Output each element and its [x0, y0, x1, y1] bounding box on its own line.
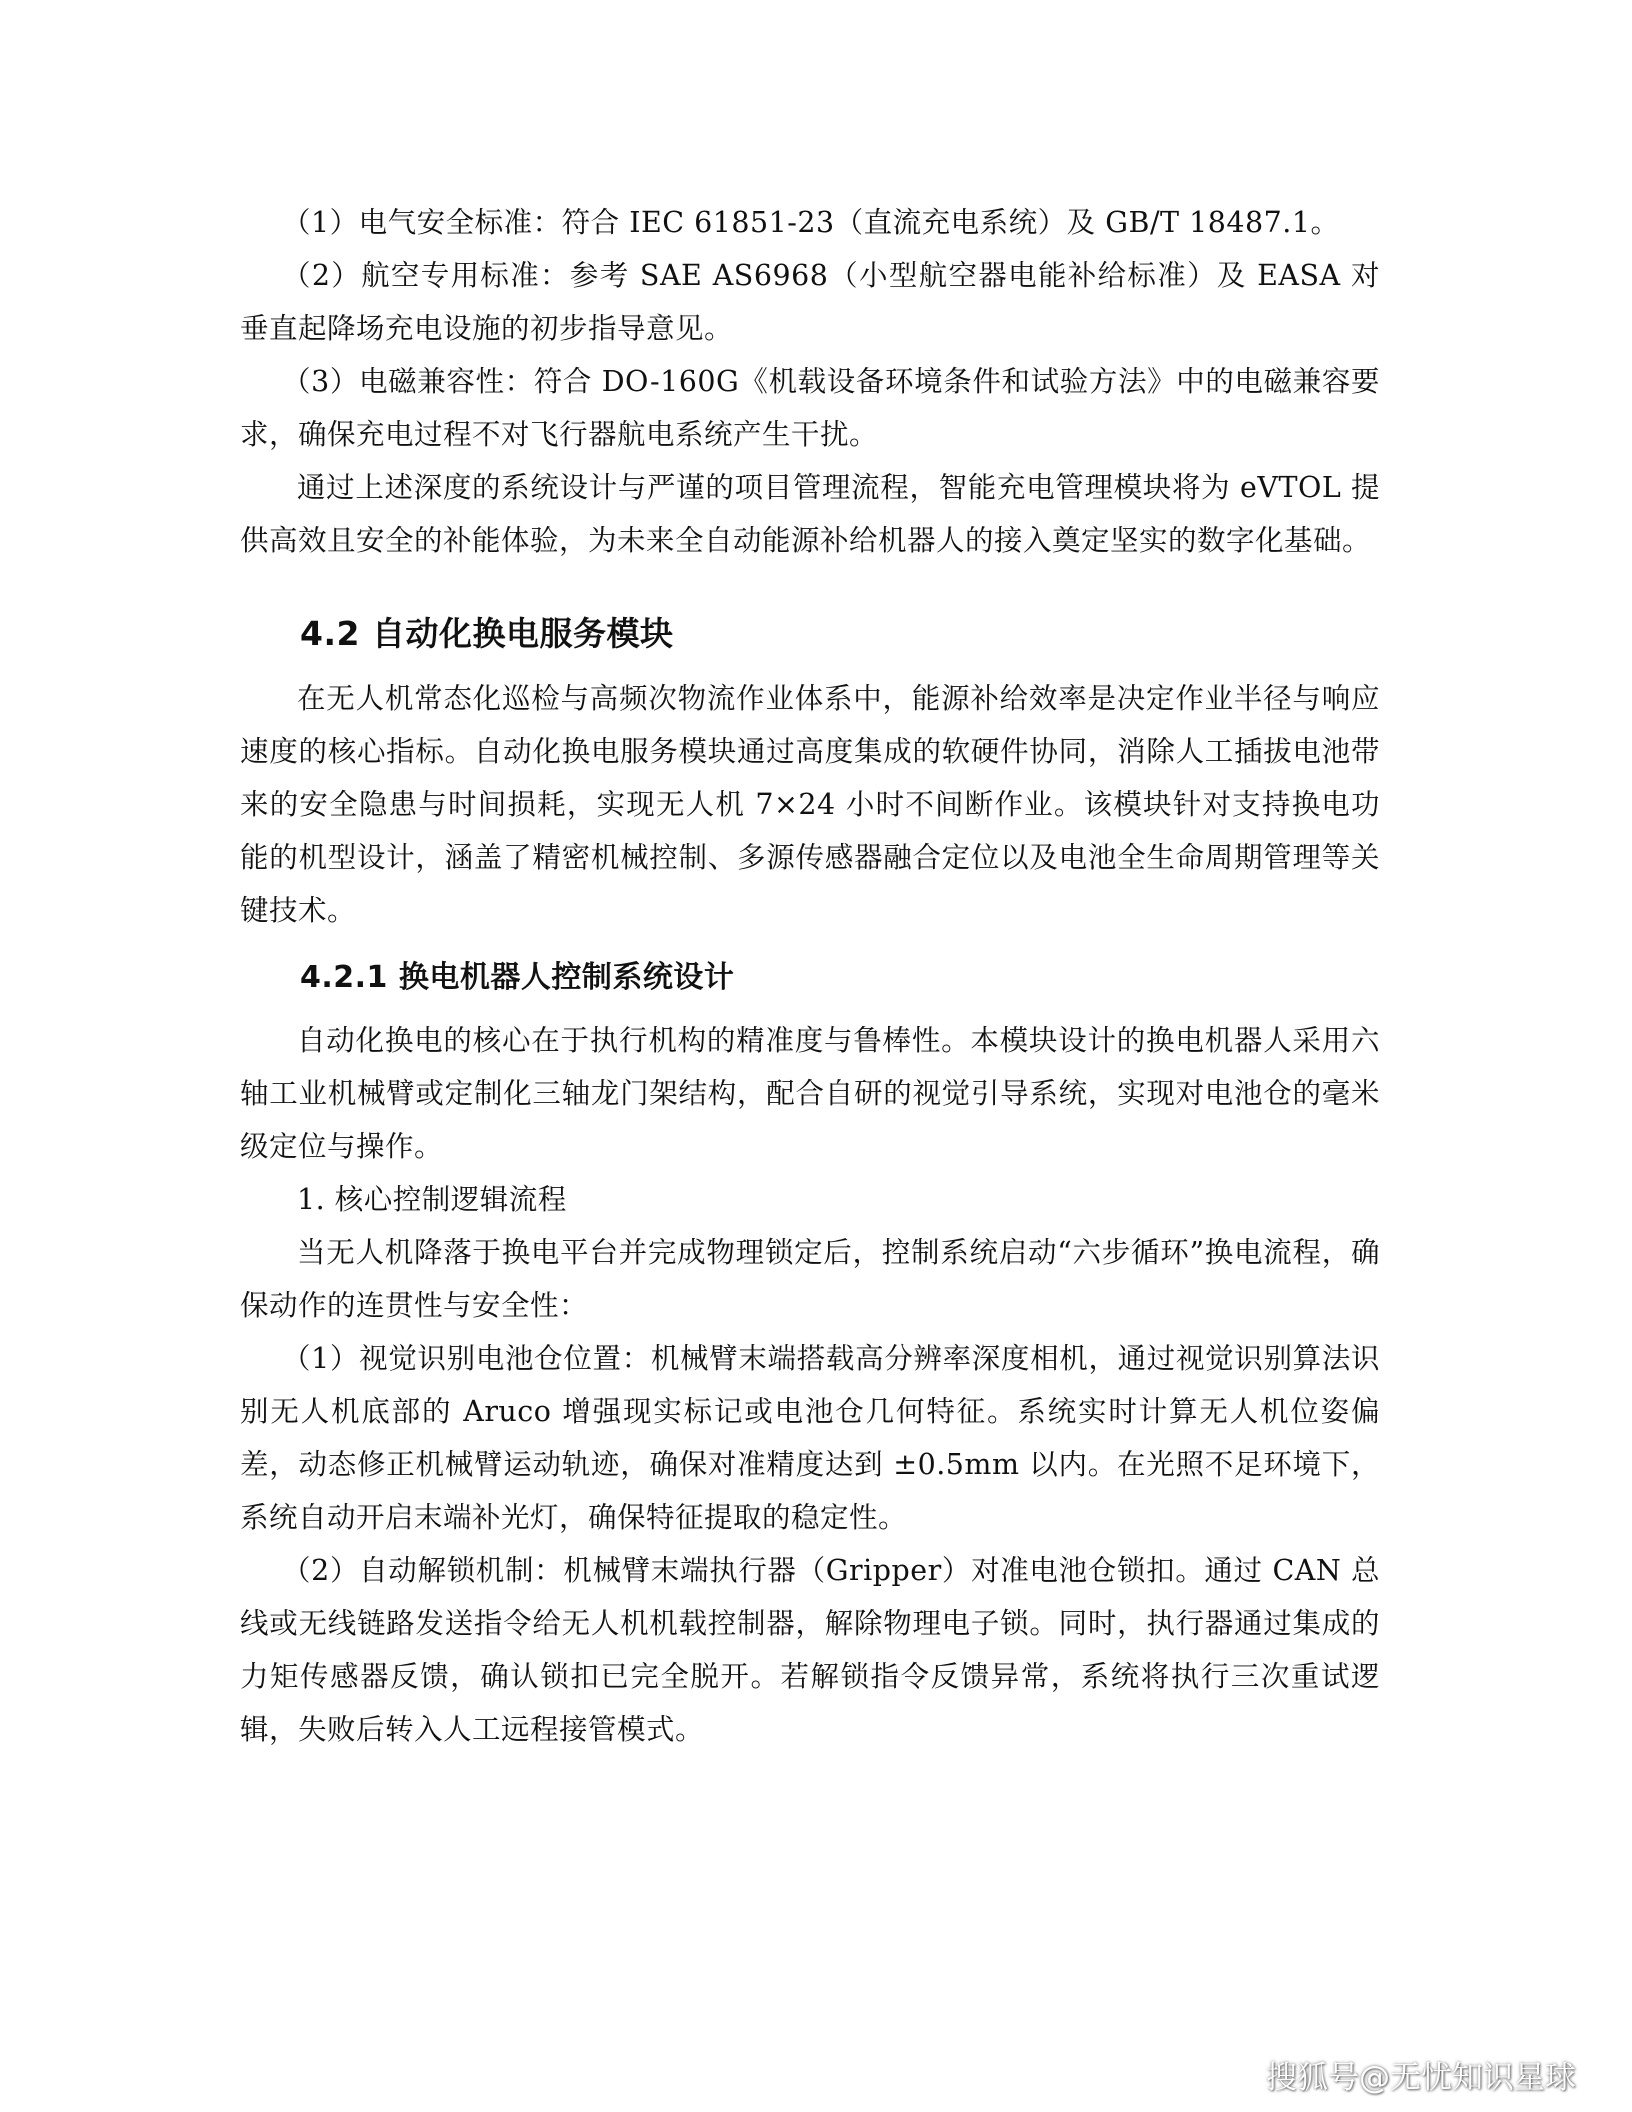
standard-emc: （3）电磁兼容性：符合 DO-160G《机载设备环境条件和试验方法》中的电磁兼容要求，确保充电过程不对飞行器航电系统产生干扰。	[240, 365, 1380, 451]
section-4-2-1-intro: 自动化换电的核心在于执行机构的精准度与鲁棒性。本模块设计的换电机器人采用六轴工业机械臂或定制化三轴龙门架结构，配合自研的视觉引导系统，实现对电池仓的毫米级定位与操作。	[240, 1024, 1380, 1163]
flow-intro: 当无人机降落于换电平台并完成物理锁定后，控制系统启动“六步循环”换电流程，确保动作的连贯性与安全性：	[240, 1236, 1380, 1322]
watermark: 搜狐号@无忧知识星球	[1266, 2060, 1576, 2096]
document-body	[240, 196, 1380, 1756]
section-heading-4-2: 4.2 自动化换电服务模块	[300, 614, 674, 653]
section-4-2-intro: 在无人机常态化巡检与高频次物流作业体系中，能源补给效率是决定作业半径与响应速度的核心指标。自动化换电服务模块通过高度集成的软硬件协同，消除人工插拔电池带来的安全隐患与时间损耗，实现无人机 7×24 小时不间断作业。该模块针对支持换电功能的机型设计，涵盖了精密机械控制、多源传感器融合定位以及电池全生命周期管理等关键技术。	[240, 682, 1380, 927]
section-heading-4-2-1: 4.2.1 换电机器人控制系统设计	[300, 960, 735, 995]
step-visual-recognition: （1）视觉识别电池仓位置：机械臂末端搭载高分辨率深度相机，通过视觉识别算法识别无人机底部的 Aruco 增强现实标记或电池仓几何特征。系统实时计算无人机位姿偏差，动态修正机械臂运动轨迹，确保对准精度达到 ±0.5mm 以内。在光照不足环境下，系统自动开启末端补光灯，确保特征提取的稳定性。	[240, 1342, 1380, 1534]
summary-paragraph: 通过上述深度的系统设计与严谨的项目管理流程，智能充电管理模块将为 eVTOL 提供高效且安全的补能体验，为未来全自动能源补给机器人的接入奠定坚实的数字化基础。	[240, 471, 1380, 557]
standard-electrical-safety: （1）电气安全标准：符合 IEC 61851-23（直流充电系统）及 GB/T 18487.1。	[282, 206, 1340, 239]
standard-aviation: （2）航空专用标准：参考 SAE AS6968（小型航空器电能补给标准）及 EASA 对垂直起降场充电设施的初步指导意见。	[240, 259, 1380, 345]
list-title-core-control: 1. 核心控制逻辑流程	[297, 1183, 567, 1216]
step-auto-unlock: （2）自动解锁机制：机械臂末端执行器（Gripper）对准电池仓锁扣。通过 CAN 总线或无线链路发送指令给无人机机载控制器，解除物理电子锁。同时，执行器通过集成的力矩传感器反馈，确认锁扣已完全脱开。若解锁指令反馈异常，系统将执行三次重试逻辑，失败后转入人工远程接管模式。	[240, 1554, 1380, 1746]
